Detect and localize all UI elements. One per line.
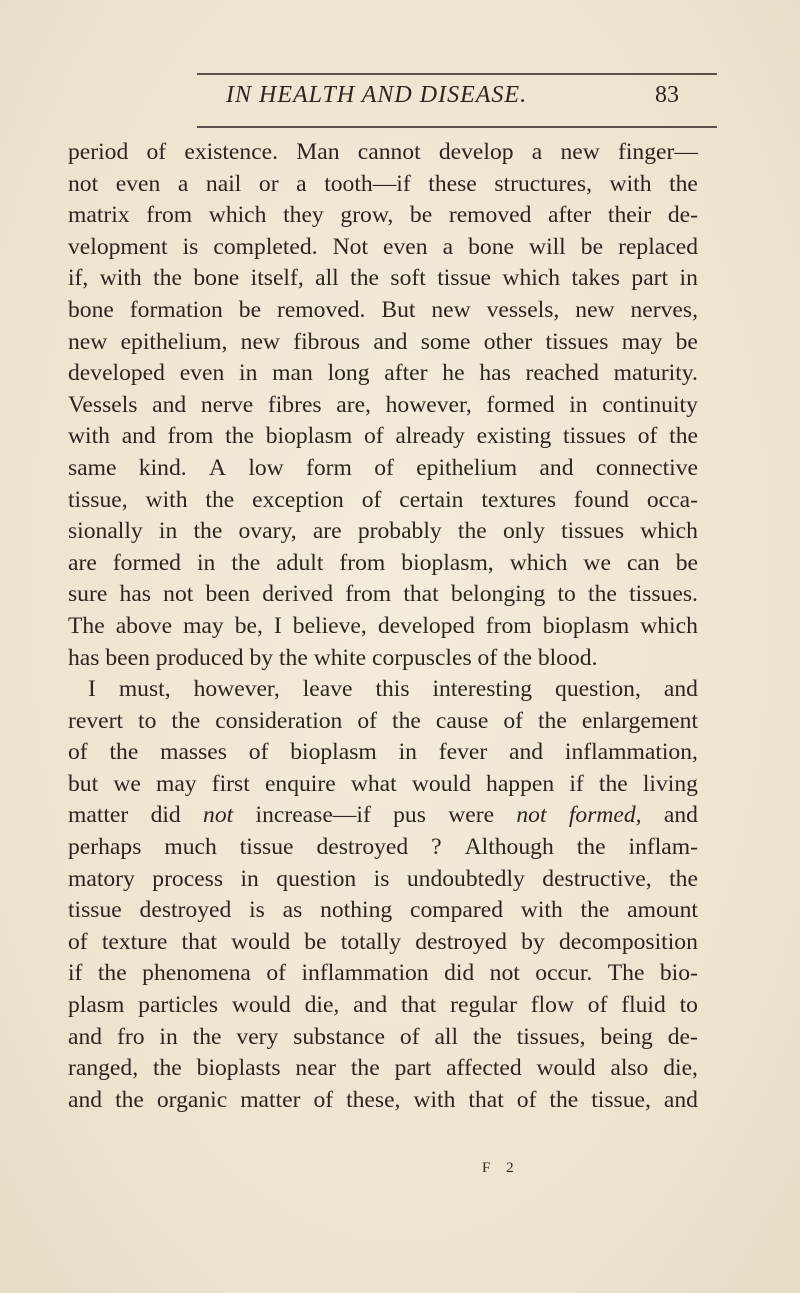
text-line: developed even in man long after he has reached maturity. [68,360,698,387]
body-text [68,137,698,1116]
running-title: IN HEALTH AND DISEASE. [226,82,528,108]
text-line: period of existence. Man cannot develop a new finger— [68,139,698,165]
text-line: revert to the consideration of the cause of the enlargement [68,707,698,734]
text-line: matter did not increase—if pus were not formed, and [68,802,698,829]
text-line: and fro in the very substance of all the tissues, being de- [68,1023,698,1050]
text-line: ranged, the bioplasts near the part affected would also die, [68,1055,698,1082]
text-line: matrix from which they grow, be removed after their de- [68,202,698,229]
text-line: The above may be, I believe, developed from bioplasm which [68,612,698,639]
signature-mark: F 2 [482,1160,520,1176]
text-line: sure has not been derived from that belonging to the tissues. [68,581,698,608]
text-line: and the organic matter of these, with that of the tissue, and [68,1086,698,1113]
text-line: of the masses of bioplasm in fever and inflammation, [68,739,698,766]
text-line: Vessels and nerve fibres are, however, formed in continuity [68,391,698,418]
text-line: sionally in the ovary, are probably the only tissues which [68,518,698,545]
text-line: plasm particles would die, and that regular flow of fluid to [68,992,698,1019]
header-rule-bottom [197,126,717,128]
text-line: tissue, with the exception of certain textures found occa- [68,486,698,513]
text-line: are formed in the adult from bioplasm, which we can be [68,549,698,576]
text-line: same kind. A low form of epithelium and connective [68,454,698,481]
text-line: has been produced by the white corpuscles of the blood. [68,644,598,671]
text-line: not even a nail or a tooth—if these structures, with the [68,170,698,197]
text-line: if the phenomena of inflammation did not occur. The bio- [68,960,698,987]
text-line: if, with the bone itself, all the soft tissue which takes part in [68,265,698,292]
text-line: velopment is completed. Not even a bone will be replaced [68,233,698,260]
text-line: perhaps much tissue destroyed ? Although the inflam- [68,834,698,861]
text-line: of texture that would be totally destroyed by decomposition [68,928,698,955]
text-line: matory process in question is undoubtedly destructive, the [68,865,698,892]
text-line: tissue destroyed is as nothing compared with the amount [68,897,698,924]
text-line: but we may first enquire what would happen if the living [68,770,698,797]
text-line: I must, however, leave this interesting question, and [88,676,698,703]
text-line: with and from the bioplasm of already existing tissues of the [68,423,698,450]
text-line: new epithelium, new fibrous and some other tissues may be [68,328,698,355]
text-line: bone formation be removed. But new vessels, new nerves, [68,296,698,323]
page-number: 83 [655,82,679,108]
header-rule-top [197,73,717,75]
